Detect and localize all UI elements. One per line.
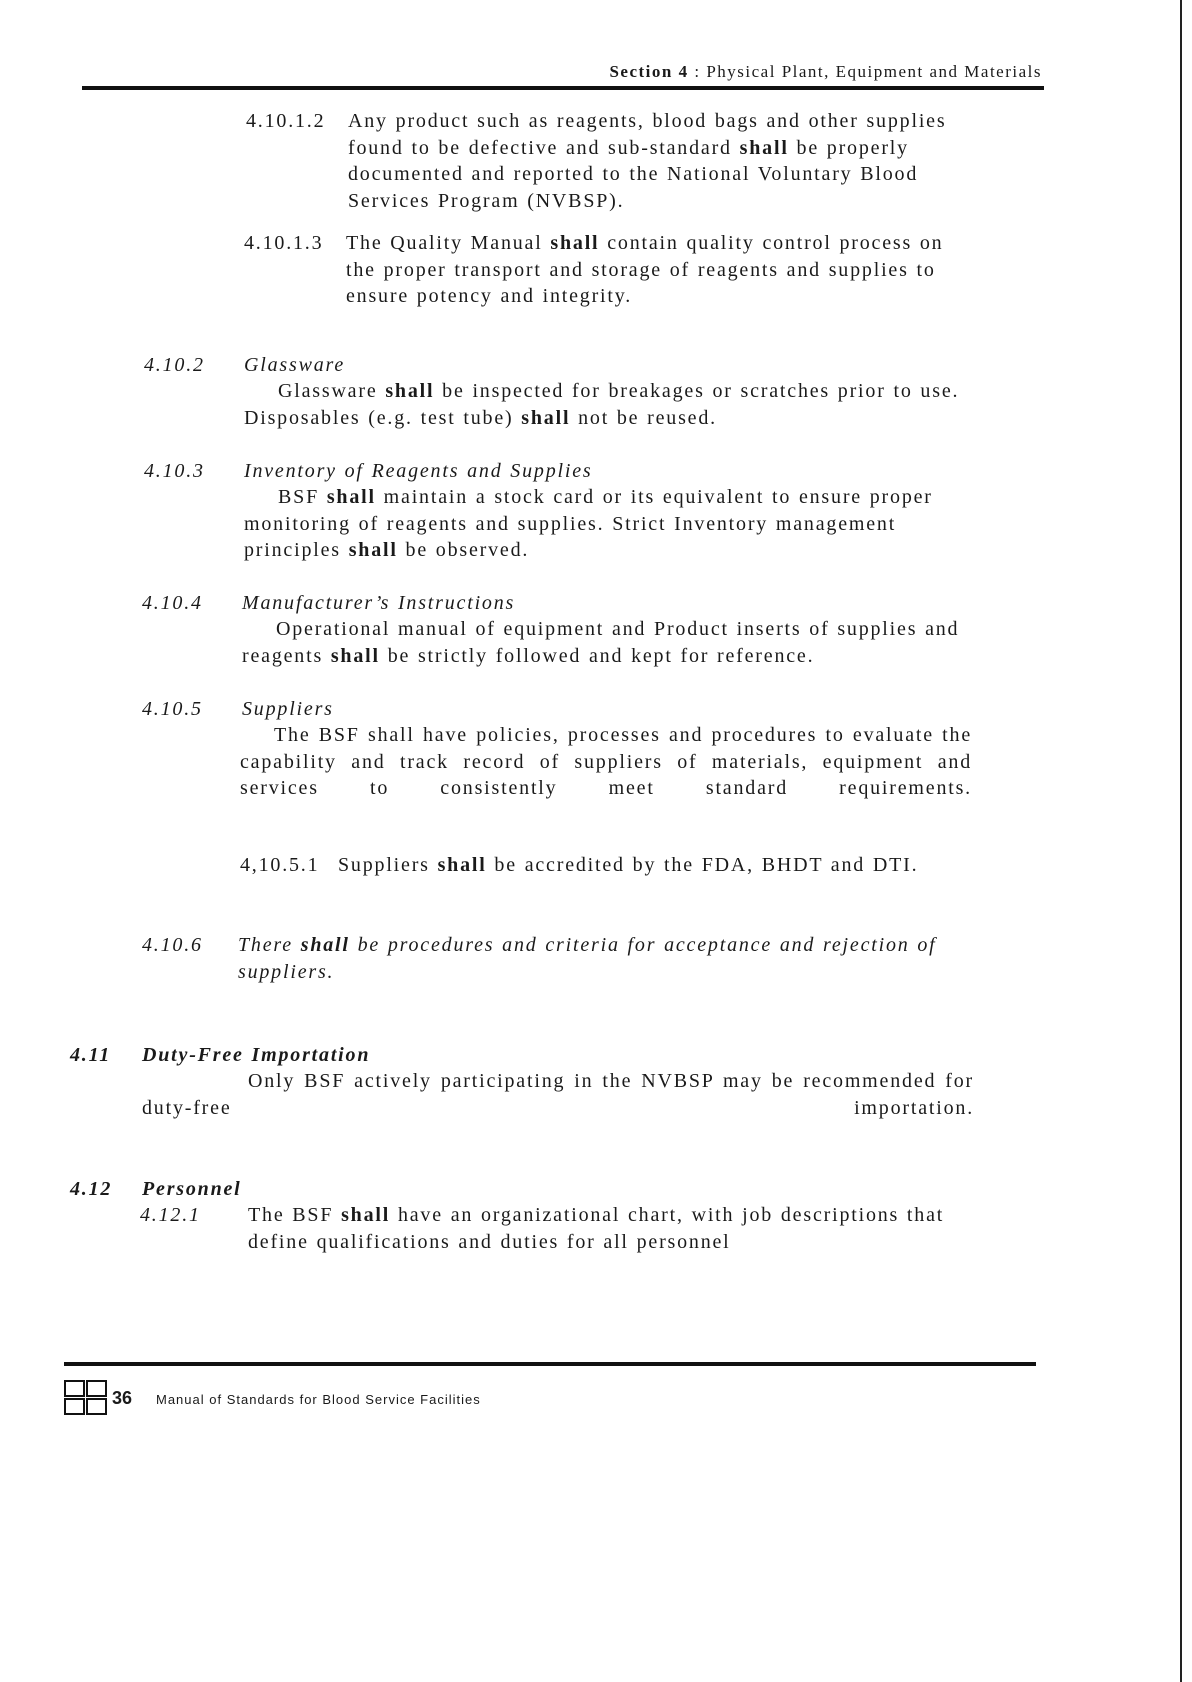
item-title: Inventory of Reagents and Supplies — [244, 460, 593, 482]
item-title: Manufacturer’s Instructions — [242, 592, 516, 614]
keyword-shall: shall — [300, 934, 350, 956]
item-number: 4,10.5.1 — [240, 854, 320, 876]
item-text — [244, 378, 974, 431]
page-edge-line — [1180, 0, 1182, 1682]
header-rule — [82, 86, 1044, 90]
section-title: Duty-Free Importation — [142, 1044, 371, 1066]
keyword-shall: shall — [437, 854, 487, 876]
text-part: Any product such as reagents, blood bags and other supplies found to be defective and sub-standard — [348, 110, 947, 159]
item-number: 4.10.5 — [142, 698, 203, 720]
text-part: be strictly followed and kept for reference. — [387, 644, 815, 667]
item-number: 4.10.3 — [144, 460, 205, 482]
item-text — [348, 108, 948, 214]
item-number: 4.10.2 — [144, 354, 205, 376]
item-text — [248, 1202, 988, 1255]
keyword-shall: shall — [521, 406, 571, 429]
text-part: be procedures and criteria for acceptance and rejection of suppliers. — [238, 934, 937, 983]
text-part: BSF — [278, 486, 319, 508]
keyword-shall: shall — [330, 644, 380, 667]
text-part: There — [238, 934, 293, 956]
item-title: Suppliers — [242, 698, 334, 720]
header-separator: : — [688, 62, 707, 81]
text-part: be observed. — [405, 539, 530, 561]
text-part: Glassware — [278, 380, 378, 402]
section-text: Only BSF actively participating in the NVBSP may be recommended for duty-free importation. — [142, 1070, 974, 1119]
item-title: Glassware — [244, 354, 346, 376]
section-number: 4.11 — [70, 1044, 112, 1066]
text-part: have an organizational chart, with job descriptions that define qualifications and duties for all personnel — [248, 1204, 945, 1253]
text-part: maintain a stock card or its equivalent to ensure proper monitoring of reagents and supplies. Strict Inventory management principles — [244, 486, 933, 561]
footer-title: Manual of Standards for Blood Service Facilities — [156, 1392, 481, 1407]
section-number: 4.12 — [70, 1178, 113, 1200]
item-number: 4.10.6 — [142, 934, 203, 956]
item-text — [238, 932, 978, 985]
keyword-shall: shall — [341, 1204, 391, 1226]
header-section-label: Section 4 — [609, 62, 689, 81]
item-number: 4.10.1.3 — [244, 232, 324, 254]
text-part: contain quality control process on the proper transport and storage of reagents and supplies to ensure potency and integrity. — [346, 232, 944, 307]
text-part: be properly documented and reported to the National Voluntary Blood Services Program (NVBSP). — [348, 136, 919, 212]
running-header — [609, 62, 1042, 82]
item-text: The BSF shall have policies, processes and procedures to evaluate the capability and track record of suppliers of materials, equipment and services to consistently meet standard requirements. — [240, 724, 972, 799]
keyword-shall: shall — [385, 380, 435, 402]
text-part: be inspected for breakages or scratches prior to use. Disposables (e.g. test tube) — [244, 380, 960, 429]
keyword-shall: shall — [348, 539, 398, 561]
text-part: Operational manual of equipment and Product inserts of supplies and reagents — [242, 618, 960, 667]
text-part: The BSF — [248, 1204, 334, 1226]
item-text — [338, 852, 958, 879]
item-number: 4.12.1 — [140, 1204, 201, 1226]
keyword-shall: shall — [739, 136, 789, 159]
header-section-title: Physical Plant, Equipment and Materials — [706, 62, 1042, 81]
text-part: be accredited by the FDA, BHDT and DTI. — [494, 854, 919, 876]
item-number: 4.10.1.2 — [246, 110, 326, 132]
item-text — [242, 616, 972, 669]
text-part: Suppliers — [338, 854, 430, 876]
keyword-shall: shall — [326, 486, 376, 508]
footer-rule — [64, 1362, 1036, 1366]
item-text — [346, 230, 976, 310]
text-part: not be reused. — [578, 406, 717, 429]
manual-logo-icon — [64, 1380, 108, 1416]
text-part: The Quality Manual — [346, 232, 543, 254]
item-text — [244, 484, 974, 564]
page-number: 36 — [112, 1388, 133, 1408]
item-number: 4.10.4 — [142, 592, 203, 614]
keyword-shall: shall — [550, 232, 600, 254]
section-title: Personnel — [142, 1178, 242, 1200]
